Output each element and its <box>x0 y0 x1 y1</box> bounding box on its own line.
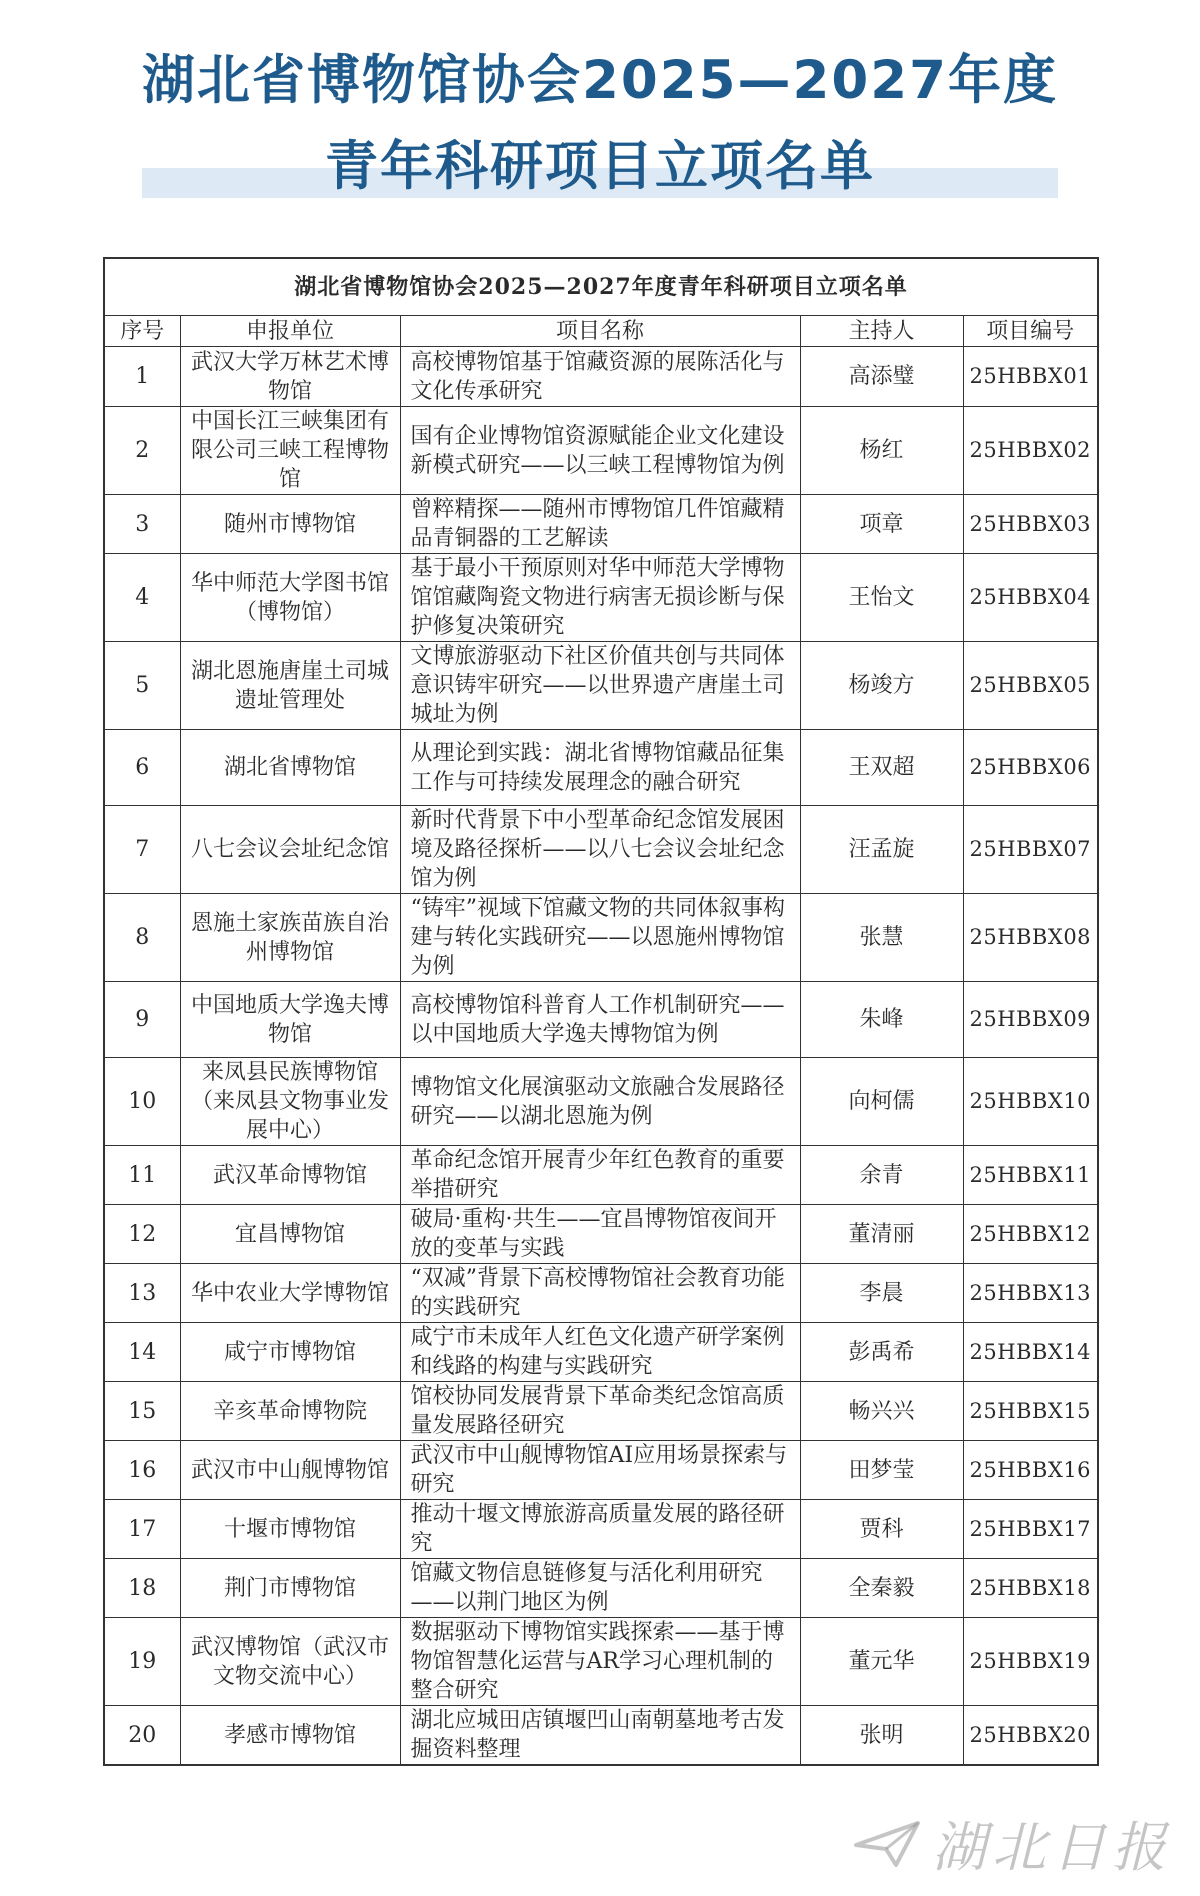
project-name: 曾粹精探——随州市博物馆几件馆藏精品青铜器的工艺解读 <box>400 495 800 554</box>
table-row <box>104 554 1098 642</box>
table-title: 湖北省博物馆协会2025—2027年度青年科研项目立项名单 <box>104 258 1098 316</box>
project-code: 25HBBX04 <box>963 554 1098 642</box>
row-number: 9 <box>104 982 180 1058</box>
applicant-unit: 宜昌博物馆 <box>180 1205 400 1264</box>
project-name: 高校博物馆基于馆藏资源的展陈活化与文化传承研究 <box>400 347 800 407</box>
project-name: 推动十堰文博旅游高质量发展的路径研究 <box>400 1500 800 1559</box>
watermark-text: 湖北日报 <box>932 1816 1172 1879</box>
project-name: 博物馆文化展演驱动文旅融合发展路径研究——以湖北恩施为例 <box>400 1058 800 1146</box>
project-code: 25HBBX02 <box>963 407 1098 495</box>
applicant-unit: 来凤县民族博物馆（来凤县文物事业发展中心） <box>180 1058 400 1146</box>
column-header-unit: 申报单位 <box>180 316 400 347</box>
column-header-code: 项目编号 <box>963 316 1098 347</box>
row-number: 11 <box>104 1146 180 1205</box>
project-host: 余青 <box>800 1146 963 1205</box>
project-host: 畅兴兴 <box>800 1382 963 1441</box>
table-row <box>104 1146 1098 1205</box>
table-header-row <box>104 316 1098 347</box>
project-code: 25HBBX13 <box>963 1264 1098 1323</box>
project-host: 杨竣方 <box>800 642 963 730</box>
column-header-project: 项目名称 <box>400 316 800 347</box>
project-host: 张明 <box>800 1706 963 1766</box>
table-row <box>104 1559 1098 1618</box>
row-number: 13 <box>104 1264 180 1323</box>
table-row <box>104 347 1098 407</box>
row-number: 7 <box>104 806 180 894</box>
project-code: 25HBBX09 <box>963 982 1098 1058</box>
applicant-unit: 武汉大学万林艺术博物馆 <box>180 347 400 407</box>
table-row <box>104 1205 1098 1264</box>
project-host: 贾科 <box>800 1500 963 1559</box>
row-number: 16 <box>104 1441 180 1500</box>
applicant-unit: 华中师范大学图书馆（博物馆） <box>180 554 400 642</box>
project-name: “双减”背景下高校博物馆社会教育功能的实践研究 <box>400 1264 800 1323</box>
page-title-line-1: 湖北省博物馆协会2025—2027年度 <box>141 50 1059 111</box>
table-row <box>104 1323 1098 1382</box>
applicant-unit: 中国地质大学逸夫博物馆 <box>180 982 400 1058</box>
applicant-unit: 湖北恩施唐崖土司城遗址管理处 <box>180 642 400 730</box>
applicant-unit: 武汉博物馆（武汉市文物交流中心） <box>180 1618 400 1706</box>
applicant-unit: 随州市博物馆 <box>180 495 400 554</box>
project-name: 从理论到实践：湖北省博物馆藏品征集工作与可持续发展理念的融合研究 <box>400 730 800 806</box>
table-row <box>104 1264 1098 1323</box>
applicant-unit: 咸宁市博物馆 <box>180 1323 400 1382</box>
table-row <box>104 1706 1098 1766</box>
applicant-unit: 孝感市博物馆 <box>180 1706 400 1766</box>
project-name: 咸宁市未成年人红色文化遗产研学案例和线路的构建与实践研究 <box>400 1323 800 1382</box>
applicant-unit: 湖北省博物馆 <box>180 730 400 806</box>
table-row <box>104 495 1098 554</box>
project-code: 25HBBX18 <box>963 1559 1098 1618</box>
project-code: 25HBBX03 <box>963 495 1098 554</box>
project-host: 王双超 <box>800 730 963 806</box>
project-code: 25HBBX16 <box>963 1441 1098 1500</box>
row-number: 10 <box>104 1058 180 1146</box>
project-host: 汪孟旋 <box>800 806 963 894</box>
project-name: 基于最小干预原则对华中师范大学博物馆馆藏陶瓷文物进行病害无损诊断与保护修复决策研究 <box>400 554 800 642</box>
project-name: 文博旅游驱动下社区价值共创与共同体意识铸牢研究——以世界遗产唐崖土司城址为例 <box>400 642 800 730</box>
row-number: 3 <box>104 495 180 554</box>
project-name: 高校博物馆科普育人工作机制研究——以中国地质大学逸夫博物馆为例 <box>400 982 800 1058</box>
project-code: 25HBBX11 <box>963 1146 1098 1205</box>
project-code: 25HBBX15 <box>963 1382 1098 1441</box>
project-code: 25HBBX14 <box>963 1323 1098 1382</box>
project-host: 高添璧 <box>800 347 963 407</box>
project-code: 25HBBX19 <box>963 1618 1098 1706</box>
row-number: 19 <box>104 1618 180 1706</box>
row-number: 17 <box>104 1500 180 1559</box>
applicant-unit: 武汉市中山舰博物馆 <box>180 1441 400 1500</box>
project-code: 25HBBX10 <box>963 1058 1098 1146</box>
page-title <box>0 38 1200 210</box>
project-list-table <box>103 257 1099 1766</box>
newspaper-watermark <box>852 1805 1172 1882</box>
row-number: 12 <box>104 1205 180 1264</box>
row-number: 6 <box>104 730 180 806</box>
project-name: 新时代背景下中小型革命纪念馆发展困境及路径探析——以八七会议会址纪念馆为例 <box>400 806 800 894</box>
applicant-unit: 辛亥革命博物院 <box>180 1382 400 1441</box>
project-host: 田梦莹 <box>800 1441 963 1500</box>
project-host: 彭禹希 <box>800 1323 963 1382</box>
table-row <box>104 730 1098 806</box>
project-name: 馆校协同发展背景下革命类纪念馆高质量发展路径研究 <box>400 1382 800 1441</box>
project-host: 董清丽 <box>800 1205 963 1264</box>
applicant-unit: 八七会议会址纪念馆 <box>180 806 400 894</box>
applicant-unit: 武汉革命博物馆 <box>180 1146 400 1205</box>
applicant-unit: 荆门市博物馆 <box>180 1559 400 1618</box>
applicant-unit: 十堰市博物馆 <box>180 1500 400 1559</box>
row-number: 1 <box>104 347 180 407</box>
table-row <box>104 982 1098 1058</box>
row-number: 20 <box>104 1706 180 1766</box>
table-row <box>104 407 1098 495</box>
project-code: 25HBBX12 <box>963 1205 1098 1264</box>
project-code: 25HBBX07 <box>963 806 1098 894</box>
row-number: 14 <box>104 1323 180 1382</box>
row-number: 15 <box>104 1382 180 1441</box>
project-code: 25HBBX06 <box>963 730 1098 806</box>
project-host: 杨红 <box>800 407 963 495</box>
project-name: 湖北应城田店镇堰凹山南朝墓地考古发掘资料整理 <box>400 1706 800 1766</box>
table-row <box>104 1618 1098 1706</box>
applicant-unit: 中国长江三峡集团有限公司三峡工程博物馆 <box>180 407 400 495</box>
project-host: 朱峰 <box>800 982 963 1058</box>
column-header-no: 序号 <box>104 316 180 347</box>
row-number: 18 <box>104 1559 180 1618</box>
page-title-line-2: 青年科研项目立项名单 <box>325 136 875 197</box>
table-row <box>104 1058 1098 1146</box>
project-name: 破局·重构·共生——宜昌博物馆夜间开放的变革与实践 <box>400 1205 800 1264</box>
column-header-host: 主持人 <box>800 316 963 347</box>
table-row <box>104 642 1098 730</box>
project-host: 王怡文 <box>800 554 963 642</box>
project-name: 国有企业博物馆资源赋能企业文化建设新模式研究——以三峡工程博物馆为例 <box>400 407 800 495</box>
project-host: 董元华 <box>800 1618 963 1706</box>
project-name: 馆藏文物信息链修复与活化利用研究——以荆门地区为例 <box>400 1559 800 1618</box>
row-number: 2 <box>104 407 180 495</box>
project-name: 武汉市中山舰博物馆AI应用场景探索与研究 <box>400 1441 800 1500</box>
project-code: 25HBBX05 <box>963 642 1098 730</box>
table-row <box>104 806 1098 894</box>
project-code: 25HBBX08 <box>963 894 1098 982</box>
table-row <box>104 1441 1098 1500</box>
project-code: 25HBBX20 <box>963 1706 1098 1766</box>
project-code: 25HBBX17 <box>963 1500 1098 1559</box>
row-number: 8 <box>104 894 180 982</box>
applicant-unit: 华中农业大学博物馆 <box>180 1264 400 1323</box>
project-host: 全秦毅 <box>800 1559 963 1618</box>
table-row <box>104 1500 1098 1559</box>
project-host: 李晨 <box>800 1264 963 1323</box>
project-host: 向柯儒 <box>800 1058 963 1146</box>
project-name: “铸牢”视域下馆藏文物的共同体叙事构建与转化实践研究——以恩施州博物馆为例 <box>400 894 800 982</box>
table-row <box>104 1382 1098 1441</box>
paper-plane-icon <box>852 1819 922 1869</box>
row-number: 4 <box>104 554 180 642</box>
applicant-unit: 恩施土家族苗族自治州博物馆 <box>180 894 400 982</box>
project-name: 革命纪念馆开展青少年红色教育的重要举措研究 <box>400 1146 800 1205</box>
table-row <box>104 894 1098 982</box>
project-code: 25HBBX01 <box>963 347 1098 407</box>
project-host: 项章 <box>800 495 963 554</box>
project-host: 张慧 <box>800 894 963 982</box>
project-name: 数据驱动下博物馆实践探索——基于博物馆智慧化运营与AR学习心理机制的整合研究 <box>400 1618 800 1706</box>
row-number: 5 <box>104 642 180 730</box>
